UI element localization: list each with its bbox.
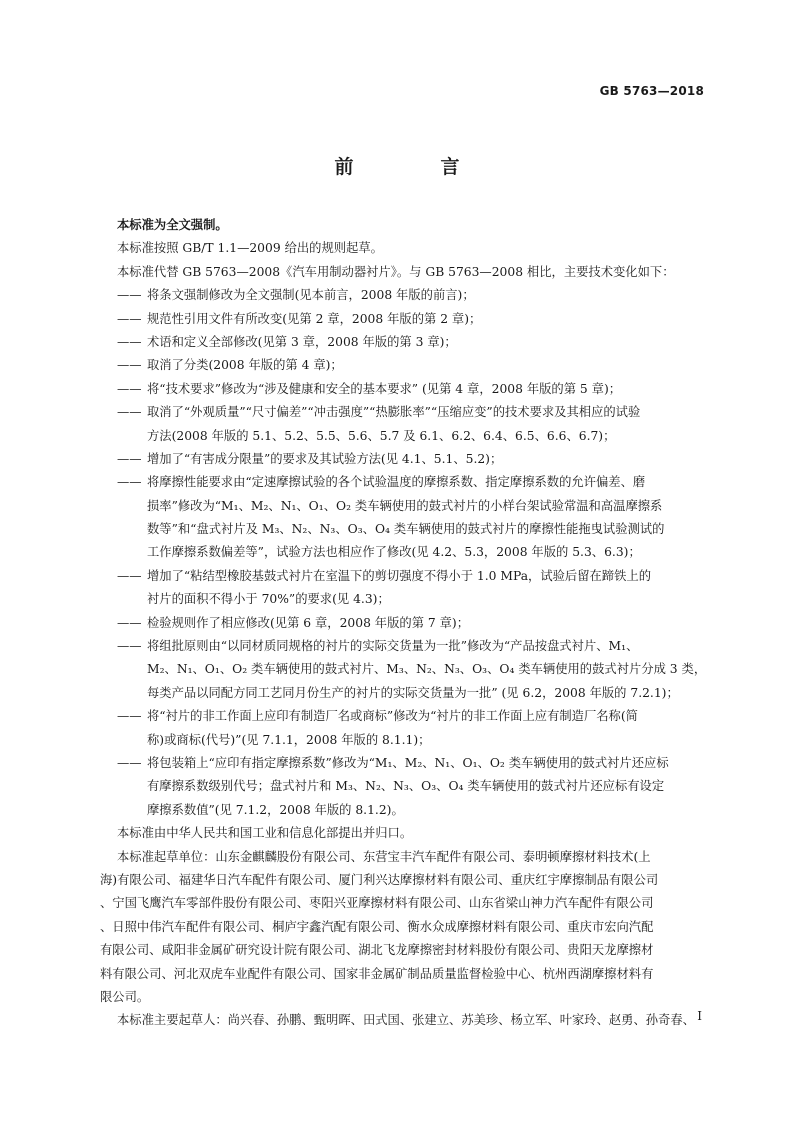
- change-item-continuation: 数等”和“盘式衬片及 M₃、N₂、N₃、O₃、O₄ 类车辆使用的鼓式衬片的摩擦性能拖曳试验测试的: [147, 522, 665, 537]
- change-item-text: 将组批原则由“以同材质同规格的衬片的实际交货量为一批”修改为“产品按盘式衬片、M₁、: [147, 639, 639, 654]
- page-title: 前 言: [334, 156, 494, 178]
- change-item-text: 将包装箱上“应印有指定摩擦系数”修改为“M₁、M₂、N₁、O₁、O₂ 类车辆使用的鼓式衬片还应标: [147, 755, 669, 770]
- change-item: [117, 284, 707, 307]
- change-item-continuation: 衬片的面积不得小于 70%”的要求(见 4.3)；: [147, 592, 390, 607]
- change-item-text: 增加了“有害成分限量”的要求及其试验方法(见 4.1、5.1、5.2)；: [147, 451, 503, 466]
- proposer-statement: 本标准由中华人民共和国工业和信息化部提出并归口。: [117, 826, 413, 841]
- drafting-units-line: 海)有限公司、福建华日汽车配件有限公司、厦门利兴达摩擦材料有限公司、重庆红宇摩擦制品有限公司: [100, 872, 659, 887]
- change-item: [117, 401, 707, 424]
- change-item: [117, 448, 707, 471]
- drafting-rules-statement: 本标准按照 GB/T 1.1—2009 给出的规则起草。: [117, 241, 383, 256]
- change-item-continuation: 称)或商标(代号)”(见 7.1.1，2008 年版的 8.1.1)；: [147, 732, 431, 747]
- change-item-continuation: 方法(2008 年版的 5.1、5.2、5.5、5.6、5.7 及 6.1、6.2、6.4、6.5、6.6、6.7)；: [147, 428, 616, 443]
- change-item-continuation: M₂、N₁、O₁、O₂ 类车辆使用的鼓式衬片、M₃、N₂、N₃、O₃、O₄ 类车辆使用的鼓式衬片分成 3 类，: [147, 662, 707, 677]
- change-item: [117, 752, 707, 775]
- change-item-continuation: 有摩擦系数级别代号；盘式衬片和 M₃、N₂、N₃、O₃、O₄ 类车辆使用的鼓式衬片还应标有设定: [147, 779, 665, 794]
- change-item: [117, 378, 707, 401]
- change-item: [117, 471, 707, 494]
- dash-marker: ——: [117, 358, 142, 373]
- change-item-text: 取消了“外观质量”“尺寸偏差”“冲击强度”“热膨胀率”“压缩应变”的技术要求及其相应的试验: [147, 405, 641, 420]
- dash-marker: ——: [117, 755, 142, 770]
- change-item-continuation: 摩擦系数值”(见 7.1.2，2008 年版的 8.1.2)。: [147, 802, 404, 817]
- dash-marker: ——: [117, 568, 142, 583]
- change-item: [117, 308, 707, 331]
- standard-number: GB 5763—2018: [599, 84, 704, 98]
- change-item: [117, 705, 707, 728]
- change-item-text: 增加了“粘结型橡胶基鼓式衬片在室温下的剪切强度不得小于 1.0 MPa，试验后留在蹄铁上的: [147, 568, 651, 583]
- change-item: [117, 635, 707, 658]
- change-item-text: 检验规则作了相应修改(见第 6 章，2008 年版的第 7 章)；: [147, 615, 470, 630]
- change-item-continuation: 工作摩擦系数偏差等”，试验方法也相应作了修改(见 4.2、5.3，2008 年版的 5.3、6.3)；: [147, 545, 641, 560]
- drafting-units-line: 、日照中伟汽车配件有限公司、桐庐宇鑫汽配有限公司、衡水众成摩擦材料有限公司、重庆市宏向汽配: [100, 919, 654, 934]
- document-body: [100, 214, 707, 1033]
- dash-marker: ——: [117, 639, 142, 654]
- change-item: [117, 612, 707, 635]
- drafting-units-line: 、宁国飞鹰汽车零部件股份有限公司、枣阳兴亚摩擦材料有限公司、山东省梁山神力汽车配件有限公司: [100, 896, 654, 911]
- drafting-units-line: 限公司。: [100, 989, 150, 1004]
- page-number: I: [697, 1009, 702, 1023]
- change-item-text: 将“技术要求”修改为“涉及健康和安全的基本要求” (见第 4 章，2008 年版的第 5 章)；: [147, 381, 622, 396]
- dash-marker: ——: [117, 709, 142, 724]
- change-item-text: 取消了分类(2008 年版的第 4 章)；: [147, 358, 343, 373]
- change-item: [117, 565, 707, 588]
- dash-marker: ——: [117, 288, 142, 303]
- replacement-statement: 本标准代替 GB 5763—2008《汽车用制动器衬片》。与 GB 5763—2008 相比，主要技术变化如下：: [117, 264, 675, 279]
- dash-marker: ——: [117, 381, 142, 396]
- change-item: [117, 354, 707, 377]
- change-item-continuation: 每类产品以同配方同工艺同月份生产的衬片的实际交货量为一批” (见 6.2，2008 年版的 7.2.1)；: [147, 685, 679, 700]
- changes-list: [117, 284, 707, 822]
- drafters-statement: 本标准主要起草人：尚兴春、孙鹏、甄明晖、田式国、张建立、苏美珍、杨立军、叶家玲、赵勇、孙奇春、: [117, 1013, 695, 1028]
- change-item-text: 将“衬片的非工作面上应印有制造厂名或商标”修改为“衬片的非工作面上应有制造厂名称(简: [147, 709, 638, 724]
- change-item-text: 规范性引用文件有所改变(见第 2 章，2008 年版的第 2 章)；: [147, 311, 482, 326]
- dash-marker: ——: [117, 615, 142, 630]
- drafting-units-line: 料有限公司、河北双虎车业配件有限公司、国家非金属矿制品质量监督检验中心、杭州西湖摩擦材料有: [100, 966, 654, 981]
- change-item-text: 术语和定义全部修改(见第 3 章，2008 年版的第 3 章)；: [147, 334, 457, 349]
- drafting-units: [100, 846, 707, 1010]
- change-item-text: 将条文强制修改为全文强制(见本前言，2008 年版的前言)；: [147, 288, 475, 303]
- dash-marker: ——: [117, 311, 142, 326]
- change-item-continuation: 损率”修改为“M₁、M₂、N₁、O₁、O₂ 类车辆使用的鼓式衬片的小样台架试验常温和高温摩擦系: [147, 498, 663, 513]
- drafting-units-line: 本标准起草单位：山东金麒麟股份有限公司、东营宝丰汽车配件有限公司、泰明顿摩擦材料技术(上: [117, 849, 651, 864]
- change-item: [117, 331, 707, 354]
- change-item-text: 将摩擦性能要求由“定速摩擦试验的各个试验温度的摩擦系数、指定摩擦系数的允许偏差、磨: [147, 475, 646, 490]
- dash-marker: ——: [117, 451, 142, 466]
- dash-marker: ——: [117, 475, 142, 490]
- mandatory-statement: 本标准为全文强制。: [117, 218, 228, 232]
- dash-marker: ——: [117, 334, 142, 349]
- dash-marker: ——: [117, 405, 142, 420]
- drafting-units-line: 有限公司、咸阳非金属矿研究设计院有限公司、湖北飞龙摩擦密封材料股份有限公司、贵阳天龙摩擦材: [100, 943, 654, 958]
